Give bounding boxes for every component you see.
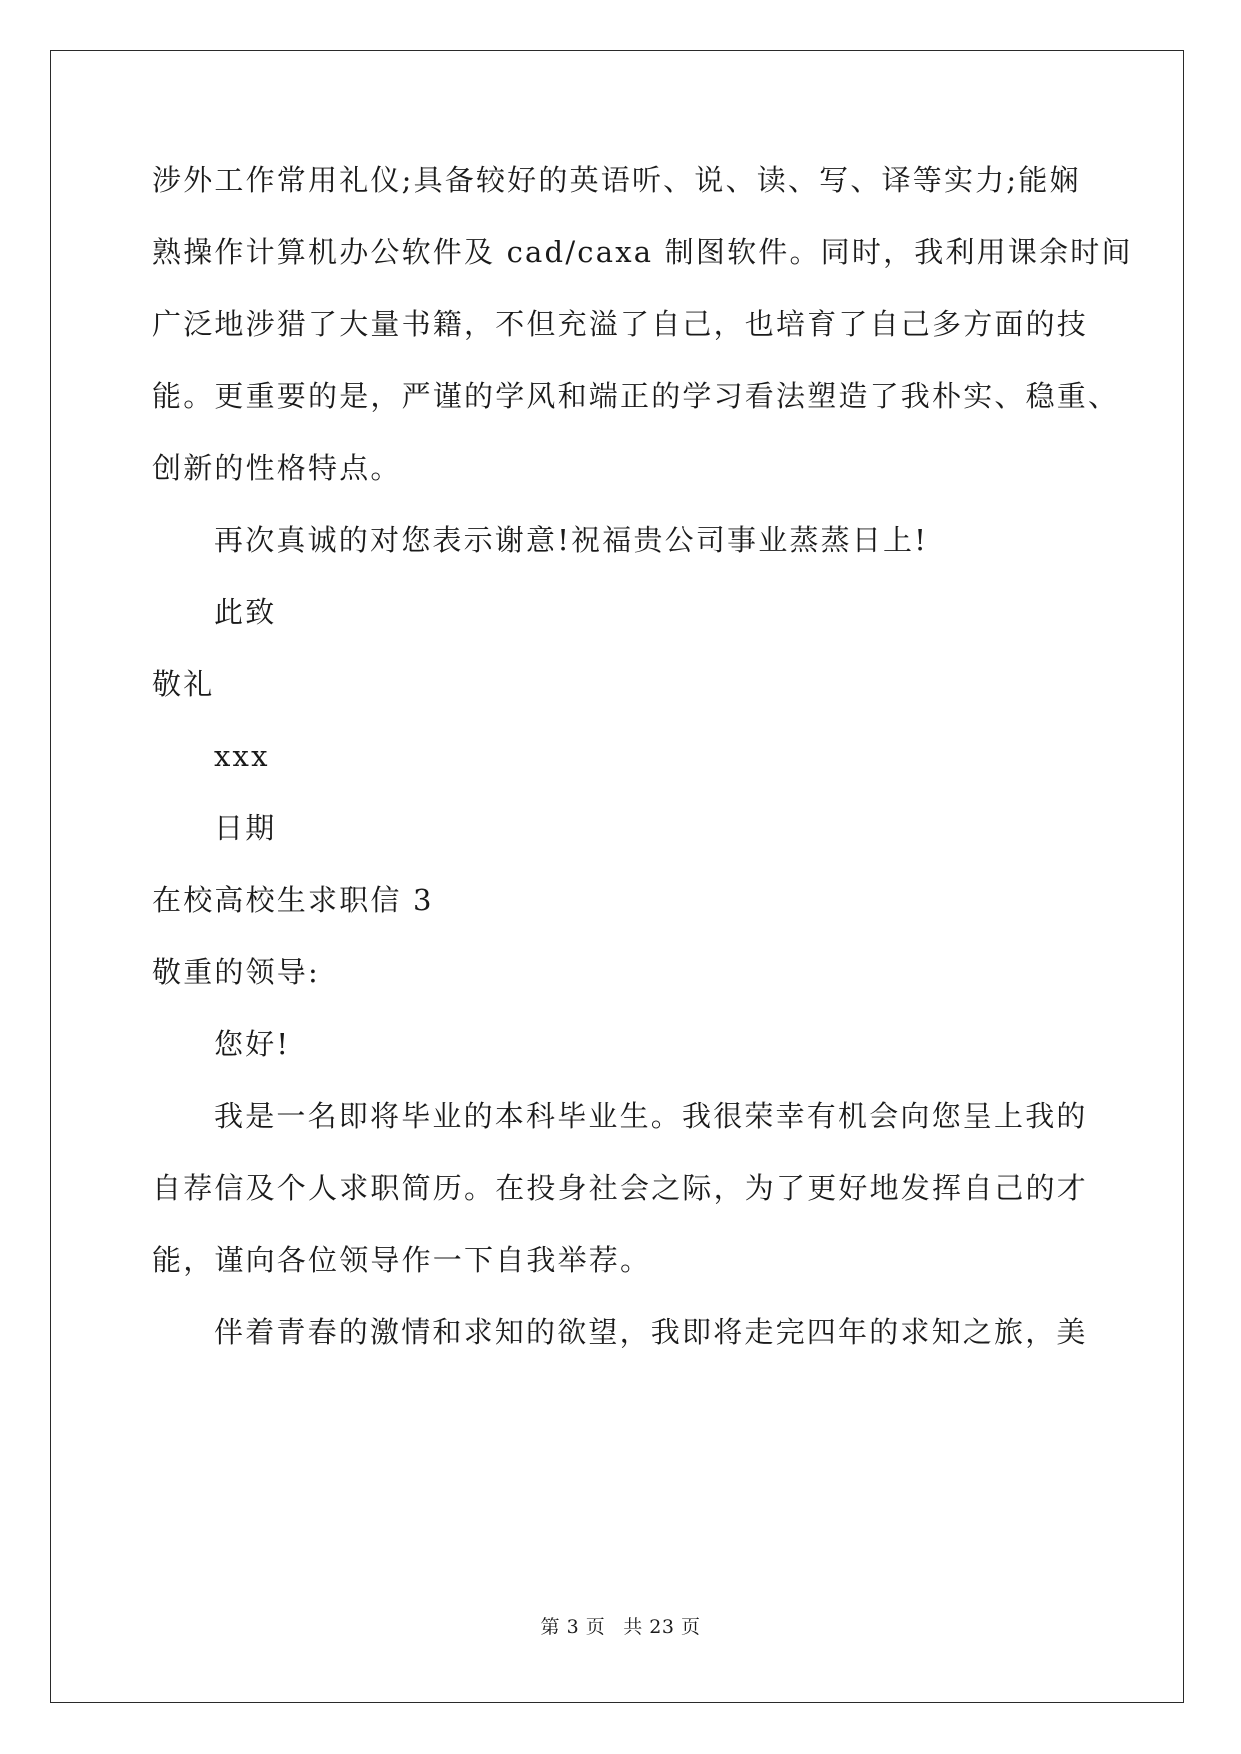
greeting: 您好! [214,1027,291,1061]
body-line: 伴着青春的激情和求知的欲望，我即将走完四年的求知之旅，美 [214,1315,1088,1349]
body-line: 我是一名即将毕业的本科毕业生。我很荣幸有机会向您呈上我的 [214,1099,1088,1133]
salutation-closing: 此致 [214,595,277,629]
body-line: 广泛地涉猎了大量书籍，不但充溢了自己，也培育了自己多方面的技 [152,307,1089,341]
closing-line: 再次真诚的对您表示谢意!祝福贵公司事业蒸蒸日上! [214,523,929,557]
section-title: 在校高校生求职信 3 [152,883,434,917]
page-number: 第 3 页 [540,1616,606,1638]
body-line: 能。更重要的是，严谨的学风和端正的学习看法塑造了我朴实、稳重、 [152,379,1120,413]
body-line: 创新的性格特点。 [152,451,402,485]
greeting-recipient: 敬重的领导: [152,955,320,989]
body-line: 能，谨向各位领导作一下自我举荐。 [152,1243,652,1277]
signature-name: xxx [214,739,270,773]
salutation-respect: 敬礼 [152,667,215,701]
body-line: 熟操作计算机办公软件及 cad/caxa 制图软件。同时，我利用课余时间 [152,235,1133,269]
body-line: 涉外工作常用礼仪;具备较好的英语听、说、读、写、译等实力;能娴 [152,163,1081,197]
page-border [50,50,1184,1703]
body-line: 自荐信及个人求职简历。在投身社会之际，为了更好地发挥自己的才 [152,1171,1089,1205]
signature-date: 日期 [214,811,277,845]
page-footer [0,1612,1241,1639]
page-total: 共 23 页 [623,1616,701,1638]
